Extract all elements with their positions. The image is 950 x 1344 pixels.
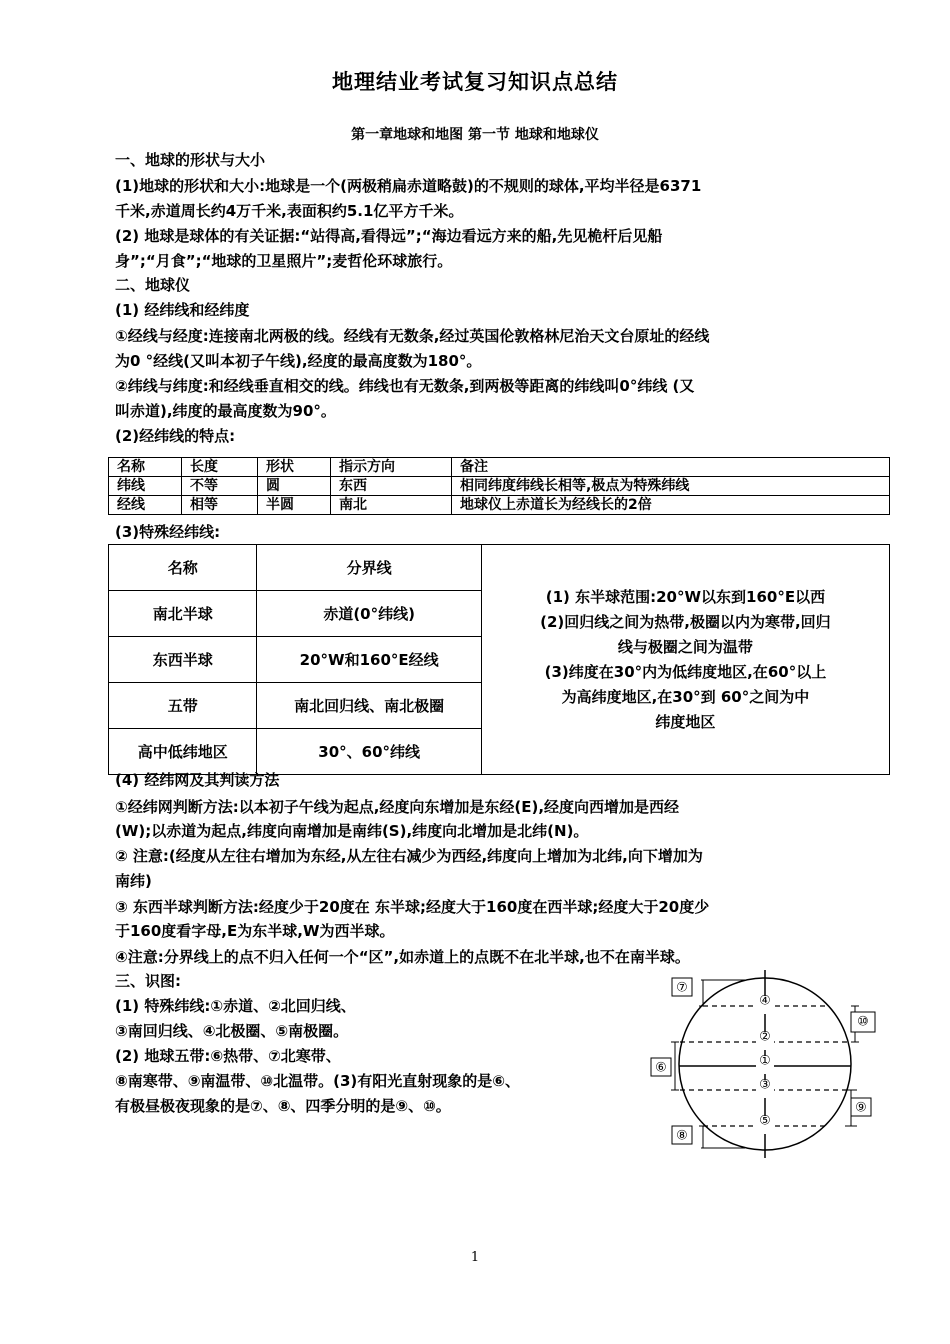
section-heading: 三、识图: — [115, 972, 181, 990]
text-line: 身”;“月食”;“地球的卫星照片”;麦哲伦环球旅行。 — [115, 252, 453, 270]
table-cell: 经线 — [109, 496, 182, 515]
table-header-row — [109, 458, 890, 477]
tropic-of-cancer-label: ② — [759, 1029, 771, 1045]
text-line: 有极昼极夜现象的是⑦、⑧、四季分明的是⑨、⑩。 — [115, 1097, 451, 1115]
chapter-heading: 第一章地球和地图 第一节 地球和地球仪 — [351, 127, 599, 143]
earth-zones-diagram — [645, 970, 880, 1160]
text-line: 南纬) — [115, 872, 152, 890]
table-cell: 20°W和160°E经线 — [257, 637, 481, 683]
note-line: 纬度地区 — [655, 712, 716, 731]
north-temperate-zone-label: ⑩ — [857, 1014, 869, 1030]
text-line: ③南回归线、④北极圈、⑤南极圈。 — [115, 1022, 349, 1040]
table-cell: 长度 — [182, 458, 258, 477]
text-line: (2) 地球是球体的有关证据:“站得高,看得远”;“海边看远方来的船,先见桅杆后见船 — [115, 227, 663, 245]
table-cell: 南北半球 — [109, 591, 257, 637]
text-line: 千米,赤道周长约4万千米,表面积约5.1亿平方千米。 — [115, 202, 464, 220]
south-frigid-zone-label: ⑧ — [676, 1128, 688, 1144]
page-title: 地理结业考试复习知识点总结 — [332, 69, 618, 94]
equator-label: ① — [759, 1053, 771, 1069]
section-heading: 二、地球仪 — [115, 276, 191, 294]
page-number: 1 — [470, 1250, 480, 1265]
table-cell: 备注 — [452, 458, 890, 477]
text-line: (2)经纬线的特点: — [115, 427, 236, 445]
table-cell: 五带 — [109, 683, 257, 729]
table-cell: 圆 — [258, 477, 331, 496]
table-caption: (3)特殊经纬线: — [115, 523, 221, 541]
south-temperate-zone-label: ⑨ — [855, 1100, 867, 1116]
text-line: 于160度看字母,E为东半球,W为西半球。 — [115, 922, 395, 940]
text-line: ②纬线与纬度:和经线垂直相交的线。纬线也有无数条,到两极等距离的纬线叫0°纬线 (又 — [115, 377, 695, 395]
note-line: 线与极圈之间为温带 — [617, 637, 753, 656]
table-note-cell — [481, 545, 889, 775]
table-row — [109, 477, 890, 496]
tropical-zone-label: ⑥ — [655, 1060, 667, 1076]
text-line: (2) 地球五带:⑥热带、⑦北寒带、 — [115, 1047, 341, 1065]
table-cell: 半圆 — [258, 496, 331, 515]
section-heading: 一、地球的形状与大小 — [115, 151, 266, 169]
note-line: (2)回归线之间为热带,极圈以内为寒带,回归 — [540, 612, 831, 631]
table-header-row — [109, 545, 890, 591]
table-cell: 相等 — [182, 496, 258, 515]
table-row — [109, 496, 890, 515]
table-cell: 相同纬度纬线长相等,极点为特殊纬线 — [452, 477, 890, 496]
table-cell: 名称 — [109, 458, 182, 477]
table-cell: 东西 — [331, 477, 452, 496]
text-line: ⑧南寒带、⑨南温带、⑩北温带。(3)有阳光直射现象的是⑥、 — [115, 1072, 520, 1090]
table-cell: 南北 — [331, 496, 452, 515]
text-line: (W);以赤道为起点,纬度向南增加是南纬(S),纬度向北增加是北纬(N)。 — [115, 822, 589, 840]
text-line: ①经纬网判断方法:以本初子午线为起点,经度向东增加是东经(E),经度向西增加是西经 — [115, 798, 680, 816]
table-cell: 名称 — [109, 545, 257, 591]
text-line: ①经线与经度:连接南北两极的线。经线有无数条,经过英国伦敦格林尼治天文台原址的经线 — [115, 327, 710, 345]
table-cell: 东西半球 — [109, 637, 257, 683]
note-line: (3)纬度在30°内为低纬度地区,在60°以上 — [544, 662, 827, 681]
text-line: ④注意:分界线上的点不归入任何一个“区”,如赤道上的点既不在北半球,也不在南半球。 — [115, 948, 690, 966]
text-line: 叫赤道),纬度的最高度数为90°。 — [115, 402, 336, 420]
table-cell: 地球仪上赤道长为经线长的2倍 — [452, 496, 890, 515]
table-cell: 高中低纬地区 — [109, 729, 257, 775]
text-line: ② 注意:(经度从左往右增加为东经,从左往右减少为西经,纬度向上增加为北纬,向下增加为 — [115, 847, 703, 865]
arctic-circle-label: ④ — [759, 993, 771, 1009]
text-line: (1)地球的形状和大小:地球是一个(两极稍扁赤道略鼓)的不规则的球体,平均半径是6371 — [115, 177, 702, 195]
table-cell: 30°、60°纬线 — [257, 729, 481, 775]
table-cell: 分界线 — [257, 545, 481, 591]
text-line: (1) 经纬线和经纬度 — [115, 301, 250, 319]
note-line: 为高纬度地区,在30°到 60°之间为中 — [561, 687, 810, 706]
tropic-of-capricorn-label: ③ — [759, 1077, 771, 1093]
antarctic-circle-label: ⑤ — [759, 1113, 771, 1129]
north-frigid-zone-label: ⑦ — [676, 980, 688, 996]
text-line: ③ 东西半球判断方法:经度少于20度在 东半球;经度大于160度在西半球;经度大于20度少 — [115, 898, 710, 916]
table-cell: 南北回归线、南北极圈 — [257, 683, 481, 729]
latlong-features-table — [108, 457, 890, 515]
note-line: (1) 东半球范围:20°W以东到160°E以西 — [545, 587, 826, 606]
text-line: (1) 特殊纬线:①赤道、②北回归线、 — [115, 997, 356, 1015]
text-line: 为0 °经线(又叫本初子午线),经度的最高度数为180°。 — [115, 352, 482, 370]
special-lines-table — [108, 544, 890, 775]
table-cell: 形状 — [258, 458, 331, 477]
table-cell: 不等 — [182, 477, 258, 496]
text-line: (4) 经纬网及其判读方法 — [115, 771, 280, 789]
table-cell: 赤道(0°纬线) — [257, 591, 481, 637]
table-cell: 指示方向 — [331, 458, 452, 477]
table-cell: 纬线 — [109, 477, 182, 496]
